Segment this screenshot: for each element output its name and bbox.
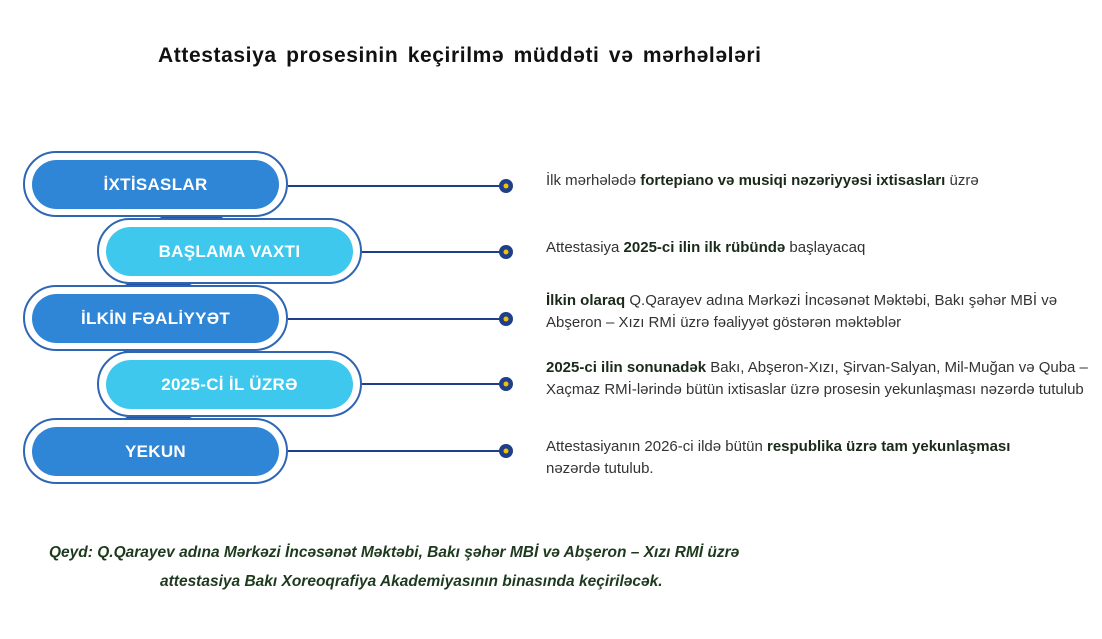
description-segment: başlayacaq [785, 239, 866, 256]
description-segment: Bakı, Abşeron-Xızı, Şirvan-Salyan, Mil-Muğan və Quba – Xaçmaz RMİ-lərində bütün ixtisaslar üzrə prosesin yekunlaşması nəzərdə tutulub [546, 359, 1088, 398]
description-segment: Attestasiya [546, 239, 624, 256]
description-bold-segment: 2025-ci ilin sonunadək [546, 359, 707, 376]
stage-3-pill: İLKİN FƏALİYYƏT [32, 294, 279, 343]
description-segment: Attestasiyanın 2026-ci ildə bütün [546, 438, 767, 455]
stage-4-pill: 2025-Cİ İL ÜZRƏ [106, 360, 353, 409]
note-line-2: attestasiya Bakı Xoreoqrafiya Akademiyasının binasında keçiriləcək. [160, 573, 663, 590]
stage-1-pill: İXTİSASLAR [32, 160, 279, 209]
stage-3-description [546, 290, 1096, 334]
stage-2-description [546, 237, 1102, 259]
description-bold-segment: respublika üzrə tam yekunlaşması [766, 438, 1011, 455]
description-bold-segment: İlkin olaraq [546, 292, 626, 309]
stage-5-pill: YEKUN [32, 427, 279, 476]
description-bold-segment: 2025-ci ilin ilk rübündə [623, 239, 786, 256]
description-segment: Q.Qarayev adına Mərkəzi İncəsənət Məktəbi, Bakı şəhər MBİ və Abşeron – Xızı RMİ üzrə fəaliyyət göstərən məktəblər [546, 292, 1058, 331]
stage-5-description [546, 436, 1016, 480]
stage-4-description [546, 357, 1102, 401]
description-segment: nəzərdə tutulub. [546, 460, 654, 477]
description-bold-segment: fortepiano və musiqi nəzəriyyəsi ixtisasları [640, 172, 946, 189]
description-segment: İlk mərhələdə [546, 172, 641, 189]
page-title: Attestasiya prosesinin keçirilmə müddəti və mərhələləri [158, 44, 762, 67]
stage-1-description [546, 170, 1102, 192]
description-segment: üzrə [945, 172, 979, 189]
note-line-1: Qeyd: Q.Qarayev adına Mərkəzi İncəsənət Məktəbi, Bakı şəhər MBİ və Abşeron – Xızı RMİ üzrə [49, 544, 740, 561]
connector-dots [499, 179, 513, 458]
stage-2-pill: BAŞLAMA VAXTI [106, 227, 353, 276]
